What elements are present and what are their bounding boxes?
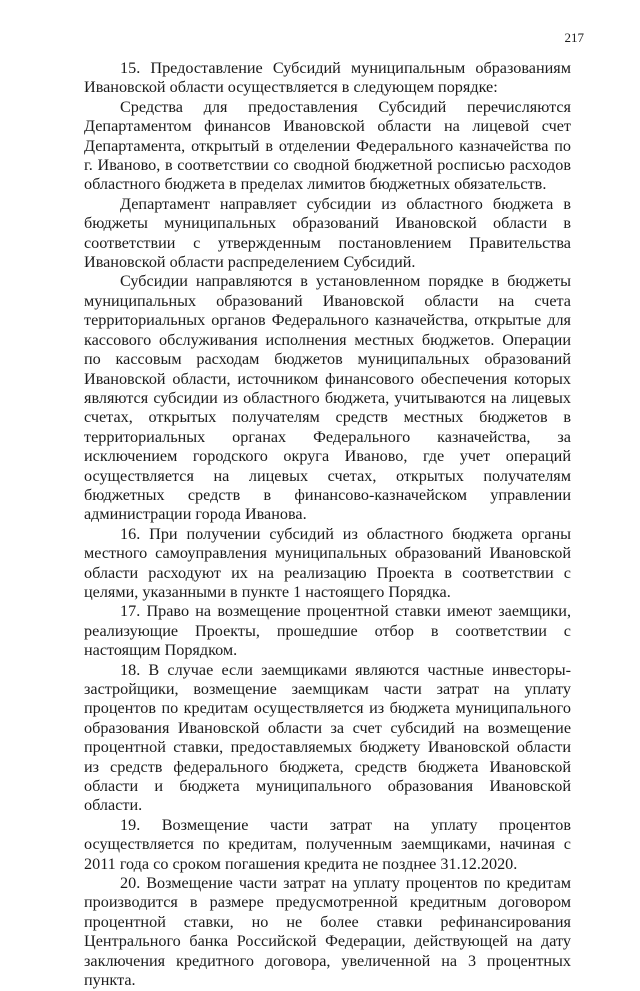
paragraph-subsidy-accounts: Субсидии направляются в установленном порядке в бюджеты муниципальных образований Ивановской области на счета территориальных органов Федерального казначейства, открытые для кассового обслуживания исполнения местных бюджетов. Операции по кассовым расходам бюджетов муниципальных образований Ивановской области, источником финансового обеспечения которых являются субсидии из областного бюджета, учитываются на лицевых счетах, открытых получателям средств местных бюджетов в территориальных органах Федерального казначейства, за исключением городского округа Иваново, где учет операций осуществляется на лицевых счетах, открытых получателям бюджетных средств в финансово-казначейском управлении администрации города Иванова. bbox=[84, 272, 571, 524]
document-body bbox=[84, 59, 571, 991]
page-number: 217 bbox=[564, 30, 584, 45]
paragraph-item-16: 16. При получении субсидий из областного бюджета органы местного самоуправления муниципальных образований Ивановской области расходуют их на реализацию Проекта в соответствии с целями, указанными в пункте 1 настоящего Порядка. bbox=[84, 524, 571, 601]
paragraph-item-17: 17. Право на возмещение процентной ставки имеют заемщики, реализующие Проекты, прошедшие отбор в соответствии с настоящим Порядком. bbox=[84, 602, 571, 660]
paragraph-item-18: 18. В случае если заемщиками являются частные инвесторы-застройщики, возмещение заемщикам части затрат на уплату процентов по кредитам осуществляется из бюджета муниципального образования Ивановской области за счет субсидий на возмещение процентной ставки, предоставляемых бюджету Ивановской области из средств федерального бюджета, средств бюджета Ивановской области и бюджета муниципального образования Ивановской области. bbox=[84, 660, 571, 815]
paragraph-department-subsidies: Департамент направляет субсидии из областного бюджета в бюджеты муниципальных образований Ивановской области в соответствии с утвержденным постановлением Правительства Ивановской области распределением Субсидий. bbox=[84, 194, 571, 272]
paragraph-item-15: 15. Предоставление Субсидий муниципальным образованиям Ивановской области осуществляется в следующем порядке: bbox=[84, 59, 571, 97]
paragraph-item-20: 20. Возмещение части затрат на уплату процентов по кредитам производится в размере предусмотренной кредитным договором процентной ставки, но не более ставки рефинансирования Центрального банка Российской Федерации, действующей на дату заключения кредитного договора, увеличенной на 3 процентных пункта. bbox=[84, 874, 571, 990]
paragraph-item-19: 19. Возмещение части затрат на уплату процентов осуществляется по кредитам, полученным заемщиками, начиная с 2011 года со сроком погашения кредита не позднее 31.12.2020. bbox=[84, 815, 571, 873]
paragraph-funds-transfer: Средства для предоставления Субсидий перечисляются Департаментом финансов Ивановской области на лицевой счет Департамента, открытый в отделении Федерального казначейства по г. Иваново, в соответствии со сводной бюджетной росписью расходов областного бюджета в пределах лимитов бюджетных обязательств. bbox=[84, 97, 571, 194]
